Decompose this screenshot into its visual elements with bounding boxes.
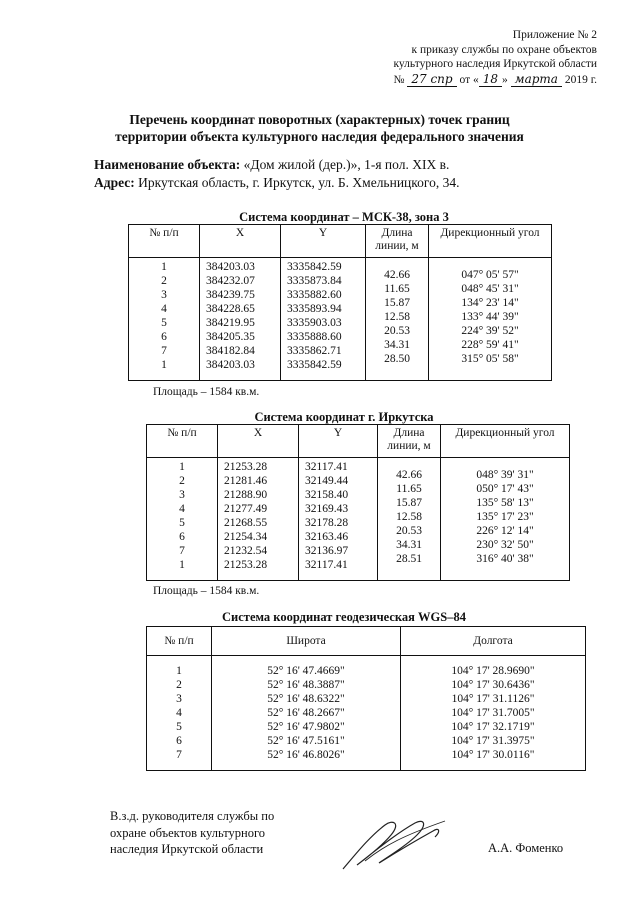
table3-header-lat: Широта	[212, 627, 401, 656]
table2-col-y: 32117.41 32149.44 32158.40 32169.43 32178.28 32163.46 32136.97 32117.41	[299, 458, 378, 581]
table1-col-num: 1 2 3 4 5 6 7 1	[129, 258, 200, 381]
table1-col-y: 3335842.59 3335873.84 3335882.60 3335893.94 3335903.03 3335888.60 3335862.71 3335842.59	[281, 258, 366, 381]
signatory-line-2: охране объектов культурного	[110, 825, 266, 840]
object-address-label: Адрес:	[94, 175, 135, 190]
table2-title: Система координат г. Иркутска	[254, 410, 434, 424]
table3-wgs84	[146, 626, 586, 771]
table1-msk38	[128, 224, 552, 381]
signatory-line-3: наследия Иркутской области	[110, 842, 264, 856]
table2-header-x: X	[218, 425, 299, 458]
signatory-position	[110, 808, 274, 858]
order-month-handwritten: марта	[511, 72, 562, 87]
table1-data-row	[129, 258, 552, 381]
table2-header-length: Длина линии, м	[378, 425, 441, 458]
table1-title: Система координат – МСК-38, зона 3	[239, 210, 449, 224]
order-date-label: от «	[459, 73, 479, 86]
table2-irkutsk	[146, 424, 570, 581]
document-title	[0, 111, 639, 145]
table2-data-row	[147, 458, 570, 581]
appendix-block	[394, 28, 598, 87]
table2-col-x: 21253.28 21281.46 21288.90 21277.49 21268.55 21254.34 21232.54 21253.28	[218, 458, 299, 581]
table1-header-y: Y	[281, 225, 366, 258]
table1-header-num: № п/п	[129, 225, 200, 258]
object-name-row	[94, 156, 459, 174]
order-quote: »	[502, 73, 508, 86]
table3-header-row	[147, 627, 586, 656]
object-address-value: Иркутская область, г. Иркутск, ул. Б. Хмельницкого, 34.	[138, 175, 460, 190]
order-number-label: №	[393, 73, 405, 86]
table3-col-lat: 52° 16' 47.4669" 52° 16' 48.3887" 52° 16' 48.6322" 52° 16' 48.2667" 52° 16' 47.9802" 52° 16' 47.5161" 52° 16' 46.8026"	[212, 656, 401, 771]
signatory-name: А.А. Фоменко	[488, 841, 564, 855]
table2-col-length: 42.66 11.65 15.87 12.58 20.53 34.31 28.51	[378, 458, 441, 581]
table1-col-angle: 047° 05' 57" 048° 45' 31" 134° 23' 14" 133° 44' 39" 224° 39' 52" 228° 59' 41" 315° 05' 58"	[429, 258, 552, 381]
appendix-order-line	[394, 72, 598, 88]
object-name-value: «Дом жилой (дер.)», 1-я пол. XIX в.	[243, 157, 450, 172]
table2-header-y: Y	[299, 425, 378, 458]
table1-col-x: 384203.03 384232.07 384239.75 384228.65 384219.95 384205.35 384182.84 384203.03	[200, 258, 281, 381]
object-address-row	[94, 174, 459, 192]
appendix-line-2: к приказу службы по охране объектов	[411, 43, 597, 56]
table1-header-row	[129, 225, 552, 258]
handwritten-signature	[335, 815, 455, 875]
order-number-handwritten: 27 спр	[407, 72, 456, 87]
table2-header-angle: Дирекционный угол	[441, 425, 570, 458]
appendix-line-3: культурного наследия Иркутской области	[393, 58, 597, 70]
table3-header-num: № п/п	[147, 627, 212, 656]
order-year: 2019 г.	[564, 73, 597, 86]
table3-col-num: 1 2 3 4 5 6 7	[147, 656, 212, 771]
title-line-1: Перечень координат поворотных (характерных) точек границ	[129, 112, 510, 127]
table2-header-row	[147, 425, 570, 458]
signatory-line-1: В.з.д. руководителя службы по	[110, 809, 275, 823]
table3-title: Система координат геодезическая WGS–84	[222, 610, 466, 624]
table2-header-num: № п/п	[147, 425, 218, 458]
order-day-handwritten: 18	[479, 72, 502, 87]
table3-col-lon: 104° 17' 28.9690" 104° 17' 30.6436" 104° 17' 31.1126" 104° 17' 31.7005" 104° 17' 32.1719" 104° 17' 31.3975" 104° 17' 30.0116"	[401, 656, 586, 771]
table1-area: Площадь – 1584 кв.м.	[153, 386, 260, 398]
appendix-line-1: Приложение № 2	[512, 29, 597, 41]
table2-area: Площадь – 1584 кв.м.	[153, 585, 260, 597]
table3-header-lon: Долгота	[401, 627, 586, 656]
table1-col-length: 42.66 11.65 15.87 12.58 20.53 34.31 28.50	[366, 258, 429, 381]
title-line-2: территории объекта культурного наследия федерального значения	[115, 129, 524, 144]
table1-header-length: Длина линии, м	[366, 225, 429, 258]
table1-header-x: X	[200, 225, 281, 258]
table3-data-row	[147, 656, 586, 771]
table1-header-angle: Дирекционный угол	[429, 225, 552, 258]
object-name-label: Наименование объекта:	[94, 157, 241, 172]
table2-col-num: 1 2 3 4 5 6 7 1	[147, 458, 218, 581]
object-info	[94, 156, 459, 192]
table2-col-angle: 048° 39' 31" 050° 17' 43" 135° 58' 13" 135° 17' 23" 226° 12' 14" 230° 32' 50" 316° 40' 38"	[441, 458, 570, 581]
